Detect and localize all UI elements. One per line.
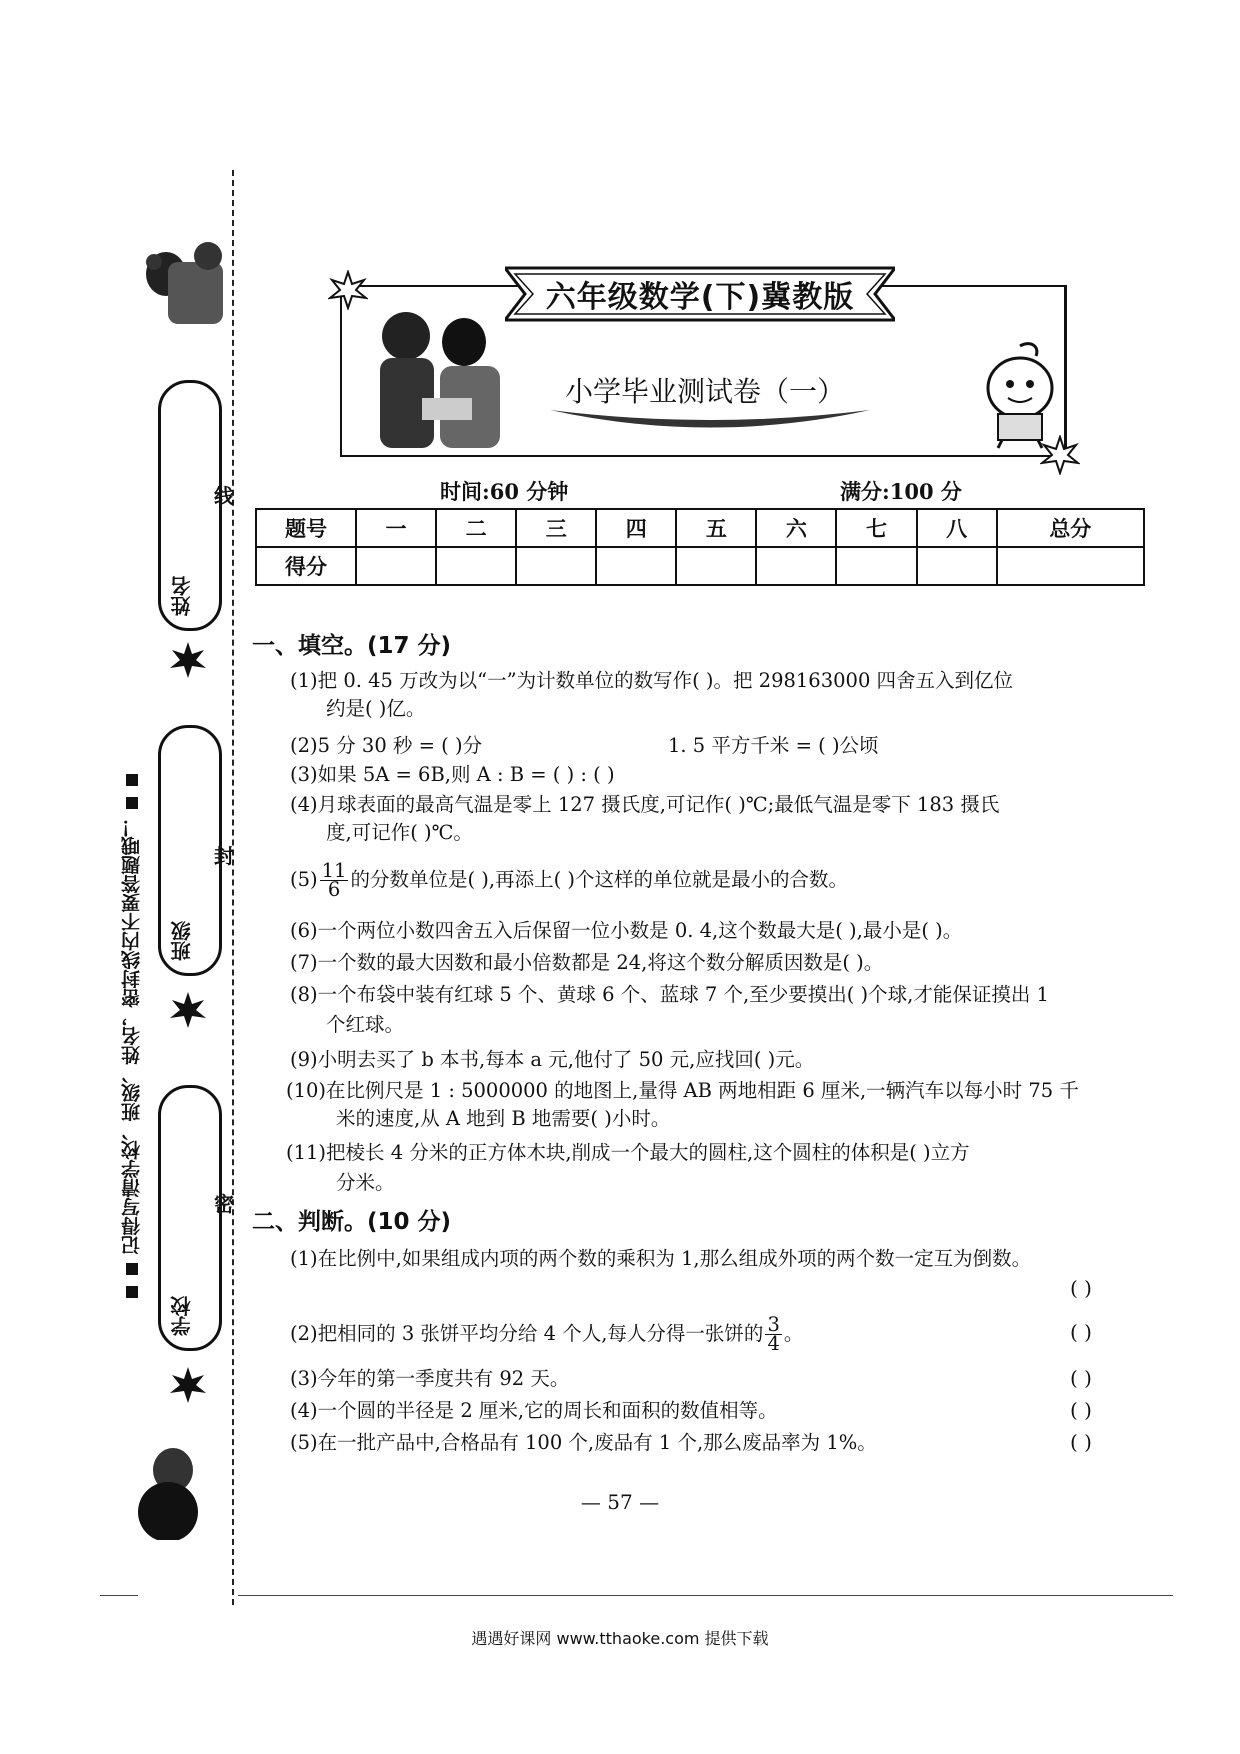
score-table	[255, 508, 1145, 586]
fraction	[765, 1313, 781, 1355]
score-cell[interactable]	[917, 547, 997, 585]
footer-credit: 遇遇好课网 www.tthaoke.com 提供下载	[471, 1629, 769, 1648]
score-header-cell: 二	[436, 509, 516, 547]
score-header-cell: 八	[917, 509, 997, 547]
score-header-cell: 四	[596, 509, 676, 547]
question-1-1: (1)把 0. 45 万改为以“一”为计数单位的数写作( )。把 298163000 四舍五入到亿位	[290, 669, 1014, 692]
question-1-8: (8)一个布袋中装有红球 5 个、黄球 6 个、蓝球 7 个,至少要摸出( )个球,才能保证摸出 1	[290, 983, 1049, 1006]
question-1-10: (10)在比例尺是 1 : 5000000 的地图上,量得 AB 两地相距 6 厘米,一辆汽车以每小时 75 千	[286, 1079, 1079, 1102]
score-header-cell: 六	[756, 509, 836, 547]
leaf-icon	[168, 990, 208, 1030]
seal-seal-glyph: 封	[214, 844, 234, 868]
square-icon	[126, 775, 138, 787]
leaf-icon	[328, 270, 368, 310]
score-header-cell: 七	[836, 509, 916, 547]
fraction-denominator: 6	[327, 878, 341, 901]
question-1-2b: 1. 5 平方千米 = ( )公顷	[668, 734, 879, 757]
fraction	[320, 859, 349, 901]
answer-paren[interactable]: ( )	[1070, 1430, 1092, 1454]
judge-2	[290, 1313, 804, 1355]
question-1-11-cont: 分米。	[336, 1171, 395, 1194]
question-1-9: (9)小明去买了 b 本书,每本 a 元,他付了 50 元,应找回( )元。	[290, 1048, 815, 1071]
judge-1: (1)在比例中,如果组成内项的两个数的乘积为 1,那么组成外项的两个数一定互为倒数。	[290, 1247, 1032, 1270]
seal-secret-glyph: 密	[214, 1192, 234, 1216]
question-1-10-cont: 米的速度,从 A 地到 B 地需要( )小时。	[336, 1107, 671, 1130]
judge-5: (5)在一批产品中,合格品有 100 个,废品有 1 个,那么废品率为 1%。	[290, 1431, 877, 1454]
judge-4: (4)一个圆的半径是 2 厘米,它的周长和面积的数值相等。	[290, 1399, 778, 1422]
fraction-denominator: 4	[767, 1332, 780, 1355]
question-1-8-cont: 个红球。	[326, 1013, 405, 1036]
exam-subtitle: 小学毕业测试卷（一）	[564, 375, 845, 408]
score-table-header-row	[256, 509, 1144, 547]
score-table-score-row	[256, 547, 1144, 585]
section-1-title: 一、填空。(17 分)	[252, 633, 452, 659]
leaf-icon	[168, 1365, 208, 1405]
class-field[interactable]	[158, 725, 222, 976]
student-info-strip	[150, 380, 230, 1420]
fraction-numerator: 11	[321, 859, 347, 882]
time-label: 时间:60 分钟	[440, 479, 569, 504]
full-score-label: 满分:100 分	[840, 479, 962, 504]
answer-paren[interactable]: ( )	[1070, 1398, 1092, 1422]
section-2-title: 二、判断。(10 分)	[252, 1209, 452, 1235]
name-field[interactable]	[158, 380, 222, 631]
bottom-divider	[100, 1595, 138, 1596]
student-top-illustration	[128, 232, 238, 324]
square-icon	[126, 1286, 138, 1298]
score-cell[interactable]	[756, 547, 836, 585]
question-1-2a: (2)5 分 30 秒 = ( )分	[290, 734, 483, 757]
judge-2-text: (2)把相同的 3 张饼平均分给 4 个人,每人分得一张饼的	[290, 1322, 764, 1345]
question-1-4-cont: 度,可记作( )℃。	[326, 821, 473, 844]
score-cell[interactable]	[436, 547, 516, 585]
answer-paren[interactable]: ( )	[1070, 1320, 1092, 1344]
banner-title: 六年级数学(下)冀教版	[545, 280, 855, 315]
question-1-11: (11)把棱长 4 分米的正方体木块,削成一个最大的圆柱,这个圆柱的体积是( )立方	[286, 1141, 970, 1164]
square-icon	[126, 797, 138, 809]
page-number: — 57 —	[580, 1490, 660, 1514]
fraction-numerator: 3	[767, 1313, 780, 1336]
seal-warning-text	[118, 500, 143, 1300]
score-cell[interactable]	[676, 547, 756, 585]
answer-paren[interactable]: ( )	[1070, 1366, 1092, 1390]
question-1-5	[290, 859, 848, 901]
judge-2-end: 。	[783, 1322, 804, 1345]
subtitle-swoosh	[545, 400, 875, 440]
score-header-cell: 一	[356, 509, 436, 547]
question-1-1-cont: 约是( )亿。	[326, 697, 426, 720]
score-cell[interactable]	[997, 547, 1144, 585]
score-cell[interactable]	[596, 547, 676, 585]
leaf-icon	[168, 640, 208, 680]
score-header-cell: 五	[676, 509, 756, 547]
seal-dashed-line	[232, 170, 234, 1605]
judge-3: (3)今年的第一季度共有 92 天。	[290, 1367, 570, 1390]
square-icon	[126, 1263, 138, 1275]
score-row-label: 得分	[256, 547, 356, 585]
score-cell[interactable]	[836, 547, 916, 585]
score-cell[interactable]	[356, 547, 436, 585]
q5-prefix: (5)	[290, 868, 318, 891]
school-label: 学校	[170, 1296, 194, 1336]
question-1-4: (4)月球表面的最高气温是零上 127 摄氏度,可记作( )℃;最低气温是零下 183 摄氏	[290, 793, 1000, 816]
warning-label: 记得写清学校、班级、姓名，密封线内不要答题哦！	[121, 817, 143, 1255]
score-header-cell: 题号	[256, 509, 356, 547]
score-header-cell: 总分	[997, 509, 1144, 547]
bottom-divider	[238, 1595, 1173, 1596]
apple-mascot-illustration	[980, 340, 1060, 450]
class-label: 班级	[170, 921, 194, 961]
name-label: 姓名	[170, 576, 194, 616]
score-cell[interactable]	[516, 547, 596, 585]
score-header-cell: 三	[516, 509, 596, 547]
q5-text: 的分数单位是( ),再添上( )个这样的单位就是最小的合数。	[350, 868, 848, 891]
school-field[interactable]	[158, 1085, 222, 1351]
question-1-7: (7)一个数的最大因数和最小倍数都是 24,将这个数分解质因数是( )。	[290, 951, 884, 974]
answer-paren[interactable]: ( )	[1070, 1276, 1092, 1300]
question-1-3: (3)如果 5A = 6B,则 A : B = ( ) : ( )	[290, 763, 615, 786]
question-1-6: (6)一个两位小数四舍五入后保留一位小数是 0. 4,这个数最大是( ),最小是( )。	[290, 919, 963, 942]
seal-line-glyph: 线	[214, 484, 234, 508]
children-reading-illustration	[356, 308, 516, 450]
